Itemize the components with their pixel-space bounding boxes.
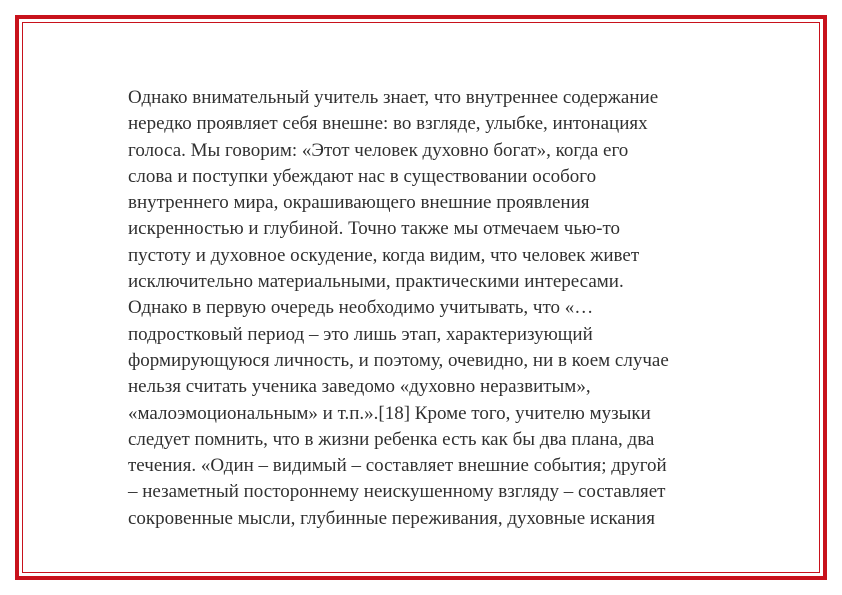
text-line: внутреннего мира, окрашивающего внешние проявления — [128, 192, 590, 214]
text-line: формирующуюся личность, и поэтому, очевидно, ни в коем случае — [128, 349, 669, 371]
text-line: нельзя считать ученика заведомо «духовно неразвитым», — [128, 376, 591, 398]
text-line: нередко проявляет себя внешне: во взгляде, улыбке, интонациях — [128, 113, 648, 135]
text-line: исключительно материальными, практическими интересами. — [128, 271, 624, 293]
text-line: искренностью и глубиной. Точно также мы отмечаем чью-то — [128, 218, 621, 240]
text-line: голоса. Мы говорим: «Этот человек духовно богат», когда его — [128, 139, 629, 161]
text-line: сокровенные мысли, глубинные переживания, духовные искания — [128, 507, 655, 529]
text-line: «малоэмоциональным» и т.п.».[18] Кроме того, учителю музыки — [128, 402, 651, 424]
text-line: течения. «Один – видимый – составляет внешние события; другой — [128, 455, 667, 477]
text-line: Однако в первую очередь необходимо учитывать, что «… — [128, 297, 594, 319]
text-line: Однако внимательный учитель знает, что внутреннее содержание — [128, 87, 659, 108]
text-line: подростковый период – это лишь этап, характеризующий — [128, 323, 593, 345]
text-line: слова и поступки убеждают нас в существовании особого — [128, 165, 597, 187]
text-line: следует помнить, что в жизни ребенка есть как бы два плана, два — [128, 428, 655, 450]
text-line: – незаметный постороннему неискушенному взгляду – составляет — [128, 481, 666, 503]
body-text — [128, 85, 768, 532]
text-line: пустоту и духовное оскудение, когда видим, что человек живет — [128, 244, 640, 266]
